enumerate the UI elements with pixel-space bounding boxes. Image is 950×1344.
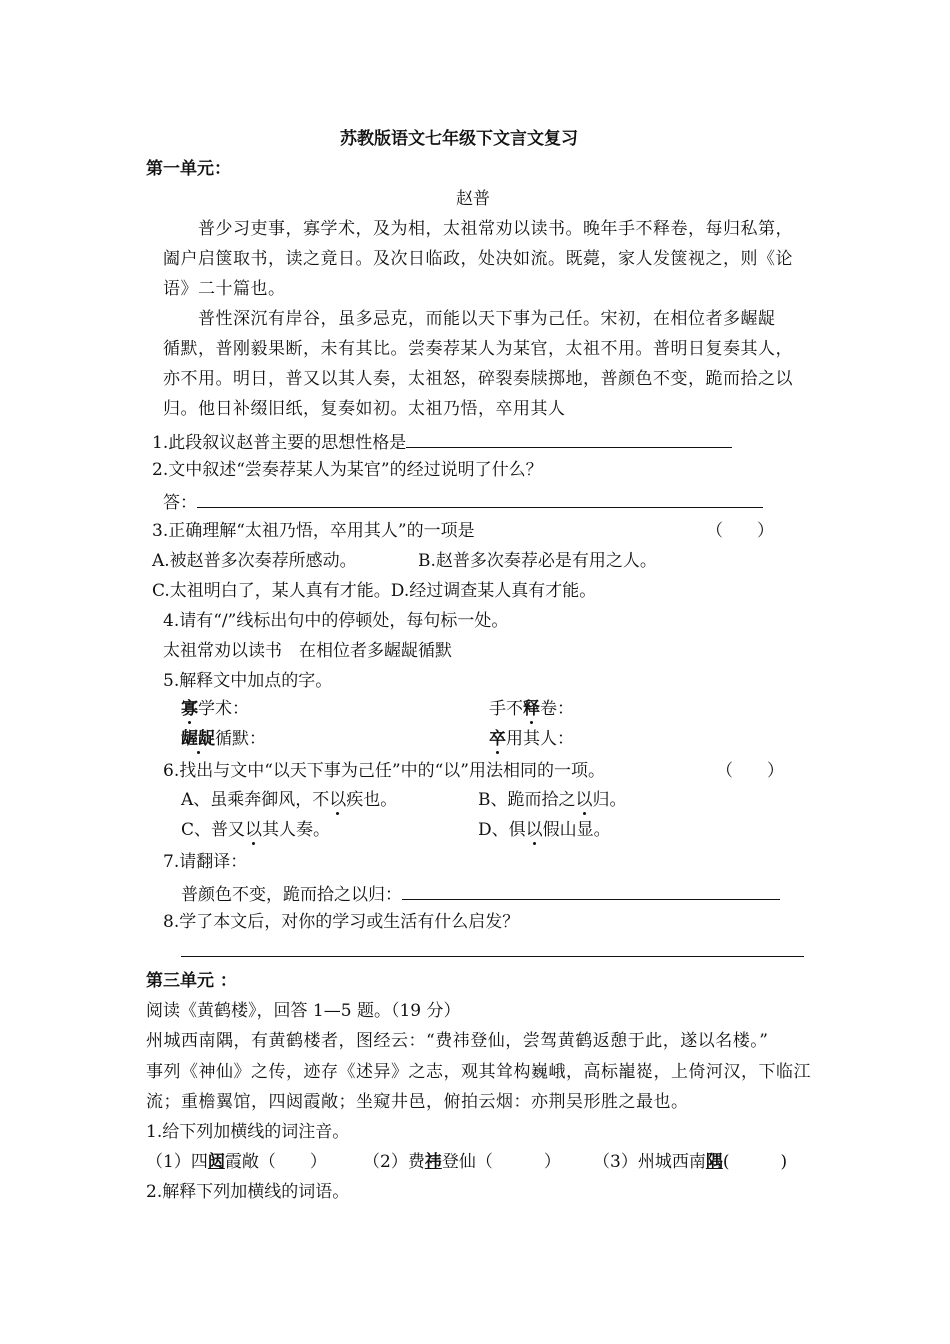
question-2: 2.文中叙述“尝奏荐某人为某官”的经过说明了什么？ — [152, 460, 543, 480]
question-3-option-b: B.赵普多次奏荐必是有用之人。 — [418, 551, 657, 571]
answer-label: 答： — [163, 493, 197, 513]
item-text: 卷： — [540, 699, 574, 719]
question-6-option-a — [181, 789, 397, 811]
question-5-item — [489, 728, 574, 750]
option-text: A、虽乘奔御风，不 — [181, 790, 330, 810]
passage-line: 州城西南隅，有黄鹤楼者，图经云：“费祎登仙，尝驾黄鹤返憩于此，遂以名楼。” — [146, 1031, 769, 1051]
unit3-question-1-item — [363, 1151, 561, 1173]
dotted-char: 以 — [575, 790, 593, 810]
question-5-item — [489, 698, 574, 720]
question-6-option-d — [478, 819, 611, 841]
item-text: （1）四 — [146, 1152, 208, 1172]
unit3-question-1-item — [593, 1151, 787, 1173]
unit3-question-1-item — [146, 1151, 327, 1173]
question-3-options-cd: C.太祖明白了，某人真有才能。D.经过调查某人真有才能。 — [152, 581, 597, 601]
question-7: 7.请翻译： — [163, 852, 248, 872]
item-text: 手不 — [489, 699, 523, 719]
passage-title: 赵普 — [456, 189, 490, 209]
question-6-paren[interactable]: （ ） — [716, 761, 784, 781]
passage-line: 归。他日补缀旧纸，复奏如初。太祖乃悟，卒用其人 — [163, 399, 566, 419]
question-5-item — [181, 728, 266, 750]
question-text: 1.此段叙议赵普主要的思想性格是 — [152, 433, 407, 453]
option-text: 疾也。 — [346, 790, 398, 810]
option-text: C、普又 — [181, 820, 246, 840]
dotted-char: 寡 — [181, 699, 198, 719]
dotted-char: 释 — [523, 699, 540, 719]
item-text[interactable]: ( ) — [722, 1152, 788, 1172]
option-text: B、跪而拾之 — [478, 790, 576, 810]
question-3-paren[interactable]: （ ） — [706, 521, 774, 541]
unit3-intro: 阅读《黄鹤楼》，回答 1—5 题。（19 分） — [146, 1001, 461, 1021]
unit3-heading: 第三单元 ： — [146, 971, 237, 991]
item-text[interactable]: 登仙（ ） — [441, 1152, 561, 1172]
option-text: 假山显。 — [542, 820, 611, 840]
question-3: 3.正确理解“太祖乃悟，卒用其人”的一项是 — [152, 521, 475, 541]
dotted-char: 以 — [525, 820, 543, 840]
option-text: D、俱 — [478, 820, 526, 840]
passage-line: 普少习吏事，寡学术，及为相，太祖常劝以读书。晚年手不释卷，每归私第， — [198, 219, 793, 239]
dotted-char: 龌龊 — [181, 729, 215, 749]
dotted-char: 以 — [245, 820, 263, 840]
question-5-item — [181, 698, 249, 720]
passage-line: 阖户启箧取书，读之竟日。及次日临政，处决如流。既薨，家人发箧视之，则《论 — [163, 249, 793, 269]
page-title: 苏教版语文七年级下文言文复习 — [340, 129, 578, 149]
underlined-char: 闼 — [207, 1152, 225, 1172]
question-6: 6.找出与文中“以天下事为己任”中的“以”用法相同的一项。 — [163, 761, 605, 781]
item-text: 普颜色不变，跪而拾之以归： — [181, 885, 402, 905]
question-6-option-c — [181, 819, 330, 841]
item-text: （3）州城西南 — [593, 1152, 706, 1172]
answer-blank[interactable] — [402, 881, 780, 900]
unit1-heading: 第一单元： — [146, 159, 231, 179]
unit3-question-2: 2.解释下列加横线的词语。 — [146, 1182, 350, 1202]
underlined-char: 隅 — [705, 1152, 723, 1172]
item-text: （2）费 — [363, 1152, 425, 1172]
option-text: 归。 — [592, 790, 627, 810]
answer-blank[interactable] — [406, 429, 732, 448]
passage-line: 亦不用。明日，普又以其人奏，太祖怒，碎裂奏牍掷地，普颜色不变，跪而拾之以 — [163, 369, 793, 389]
question-5: 5.解释文中加点的字。 — [163, 671, 333, 691]
item-text: 用其人： — [506, 729, 574, 749]
passage-line: 事列《神仙》之传，迹存《述异》之志，观其耸构巍峨，高标巃嵸，上倚河汉，下临江 — [146, 1062, 811, 1082]
dotted-char: 卒 — [489, 729, 506, 749]
passage-line: 普性深沉有岸谷，虽多忌克，而能以天下事为己任。宋初，在相位者多龌龊 — [198, 309, 776, 329]
question-3-option-a: A.被赵普多次奏荐所感动。 — [152, 551, 357, 571]
question-7-item — [181, 881, 780, 906]
passage-line: 循默，普刚毅果断，未有其比。尝奏荐某人为某官，太祖不用。普明日复奏其人， — [163, 339, 793, 359]
question-1 — [152, 429, 732, 454]
option-text: 其人奏。 — [262, 820, 331, 840]
underlined-char: 祎 — [424, 1152, 442, 1172]
answer-blank[interactable] — [197, 489, 763, 508]
item-text: 学术： — [198, 699, 249, 719]
passage-line: 流；重檐翼馆，四闼霞敞；坐窥井邑，俯拍云烟：亦荆吴形胜之最也。 — [146, 1092, 689, 1112]
answer-line[interactable] — [181, 956, 804, 957]
question-2-answer — [163, 489, 763, 514]
item-text: 循默： — [215, 729, 266, 749]
question-4: 4.请有“/”线标出句中的停顿处，每句标一处。 — [163, 611, 509, 631]
question-8: 8.学了本文后，对你的学习或生活有什么启发？ — [163, 912, 520, 932]
passage-line: 语》二十篇也。 — [163, 279, 286, 299]
unit3-question-1: 1.给下列加横线的词注音。 — [146, 1122, 350, 1142]
item-text[interactable]: 霞敞（ ） — [224, 1152, 327, 1172]
question-4-items: 太祖常劝以读书 在相位者多龌龊循默 — [163, 641, 452, 661]
dotted-char: 以 — [329, 790, 347, 810]
question-6-option-b — [478, 789, 627, 811]
